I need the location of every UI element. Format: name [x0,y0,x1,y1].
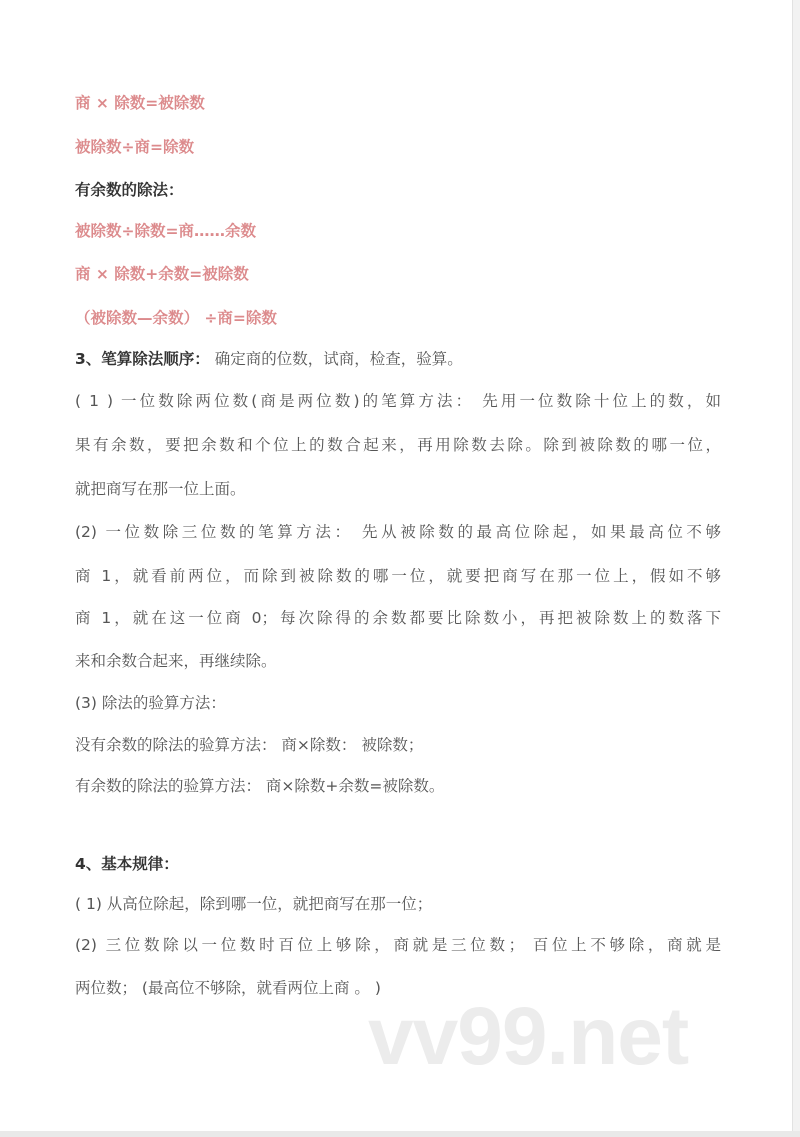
formula-line: 被除数÷除数=商……余数 [75,222,256,240]
formula-line: 商 × 除数=被除数 [75,94,205,112]
paragraph-line: 有余数的除法的验算方法： 商×除数+余数=被除数。 [75,777,445,795]
formula-line: 商 × 除数+余数=被除数 [75,265,249,283]
watermark: vv99.net [368,991,689,1082]
paragraph-line: 商 1，就在这一位商 0；每次除得的余数都要比除数小，再把被除数上的数落下 [75,609,721,627]
paragraph-line: 来和余数合起来，再继续除。 [75,652,277,670]
page-bottom-edge [0,1131,800,1137]
paragraph-line: 商 1，就看前两位，而除到被除数的哪一位，就要把商写在那一位上，假如不够 [75,567,721,585]
remainder-heading: 有余数的除法： [75,181,184,199]
paragraph-line: (2) 一位数除三位数的笔算方法： 先从被除数的最高位除起，如果最高位不够 [75,523,721,541]
formula-line: 被除数÷商=除数 [75,138,194,156]
paragraph-line: (2) 三位数除以一位数时百位上够除，商就是三位数； 百位上不够除，商就是 [75,936,721,954]
paragraph-line: ( 1 ) 一位数除两位数(商是两位数)的笔算方法： 先用一位数除十位上的数，如 [75,392,721,410]
section4-title: 4、基本规律： [75,855,179,873]
section3-title: 3、笔算除法顺序： [75,350,210,368]
paragraph-line: 没有余数的除法的验算方法： 商×除数： 被除数； [75,736,424,754]
paragraph-line: 就把商写在那一位上面。 [75,480,246,498]
paragraph-line: 两位数； (最高位不够除，就看两位上商 。 ) [75,979,381,997]
paragraph-line: (3) 除法的验算方法： [75,694,226,712]
formula-line: （被除数—余数） ÷商=除数 [75,309,277,327]
section3-text: 确定商的位数，试商，检查，验算。 [209,350,463,368]
page-edge [792,0,800,1137]
paragraph-line: ( 1) 从高位除起，除到哪一位，就把商写在那一位； [75,895,433,913]
section3-line [75,348,463,370]
paragraph-line: 果有余数，要把余数和个位上的数合起来，再用除数去除。除到被除数的哪一位， [75,436,721,454]
